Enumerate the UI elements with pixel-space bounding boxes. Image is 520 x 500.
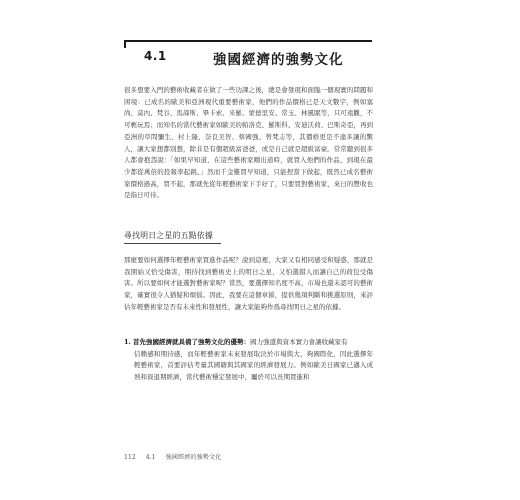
page-footer: [124, 452, 229, 461]
section-header-tick: [124, 40, 126, 48]
list-item-continuation: [124, 349, 373, 384]
list-item-line: 國家已邁入成熟和資退期經濟，當代藝術穩定發展中，屬於可以長期買進和: [134, 361, 374, 382]
second-line: 市場也還未認可的藝術家，確實很令人猶疑和煩惱。因此，我要在這個章節，: [124, 279, 374, 300]
section-number: 4.1: [144, 49, 167, 63]
intro-line: 爸爸，或是自己就是超級富豪。常常聽到很多人都會抱怨說：「如果早知道，: [124, 144, 374, 165]
intro-line: 的問題和困境：已成名的歐美和亞洲現代重要藝術家，他們的作品價格已是天: [124, 86, 374, 106]
subheading-underline: [124, 243, 221, 244]
footer-section-title: 強國經濟的強勢文化: [165, 454, 222, 461]
second-line: 那麼要如何選擇年輕藝術家買進作品呢？說到這裡，大家又有相同感受和疑惑，: [124, 256, 354, 264]
second-line: 提供幾項判斷和挑選原則，來評估年輕藝術家是否有未來性和發展性，讓大家: [124, 291, 374, 311]
second-line: 那就是我開始又恰受傷害，期待找到藝術史上的明日之星，又怕選錯人而讓自: [124, 256, 374, 276]
page-number: 112: [124, 454, 136, 461]
intro-line: 曾梵志等，其價格更是不遑多讓的驚人，讓大家想都別想，除非是有個超級富: [124, 132, 374, 153]
list-item-lead: 1. 首先強國經濟就具備了強勢文化的優勢：: [124, 338, 251, 346]
second-paragraph: [124, 255, 373, 314]
intro-line: 斯科、安迪沃荷、巴斯奇亞，再到亞洲的草間彌生、村上隆、奈良美智、蔡國強、: [124, 121, 374, 141]
subheading: 尋找明日之星的五點依據: [124, 231, 214, 240]
second-line: 己的荷包受傷害。所以要如何才能選對藝術家呢？當然，要選擇知名度不高，: [124, 267, 374, 288]
list-item-1: [124, 337, 373, 384]
intro-line: 林風眠等，只可遠觀，不可褻玩焉；而知名的當代藝術家如歐美的帕洛克、羅: [124, 109, 374, 130]
intro-line: 很多想要入門的藝術收藏者在做了一些功課之後，總是會發現和面臨一個現實: [124, 86, 347, 94]
intro-paragraph: [124, 85, 373, 202]
intro-line: 文數字，例如塞尚、莫內、梵谷、馬諦斯、畢卡索、米羅、蒙德里安、常玉、: [124, 97, 374, 118]
intro-line: 不起，那就先從年輕藝術家下手好了，只要買對藝術家，來日的豐收也是指日: [124, 179, 374, 200]
intro-line: 跳。」然而千金難買早知道，只能捏當下做起，既然已成名藝術家價格過高，買: [124, 167, 374, 188]
list-item-line: 信賴感和期待感，而年輕藝術家未來發展取決於市場與大、夠國際化，因此: [134, 349, 354, 358]
section-title: 強國經濟的強勢文化: [213, 52, 344, 68]
intro-line: 可待。: [143, 191, 163, 200]
section-header-rule: [124, 40, 372, 42]
list-item-line: 選擇年輕藝術家，首要評估考量其國籍與其國家的經濟發展力。例如歐美日: [134, 349, 374, 370]
footer-section-number: 4.1: [145, 454, 156, 461]
second-line: 能夠作爲尋找明日之星的依據。: [254, 302, 345, 311]
list-item-text: 國力強盛與資本實力會讓收藏家有: [250, 338, 348, 346]
intro-line: 在這些藝術家剛出道時，就買入他們的作品，到現在最少都從萬倍的投報率起: [124, 156, 374, 176]
